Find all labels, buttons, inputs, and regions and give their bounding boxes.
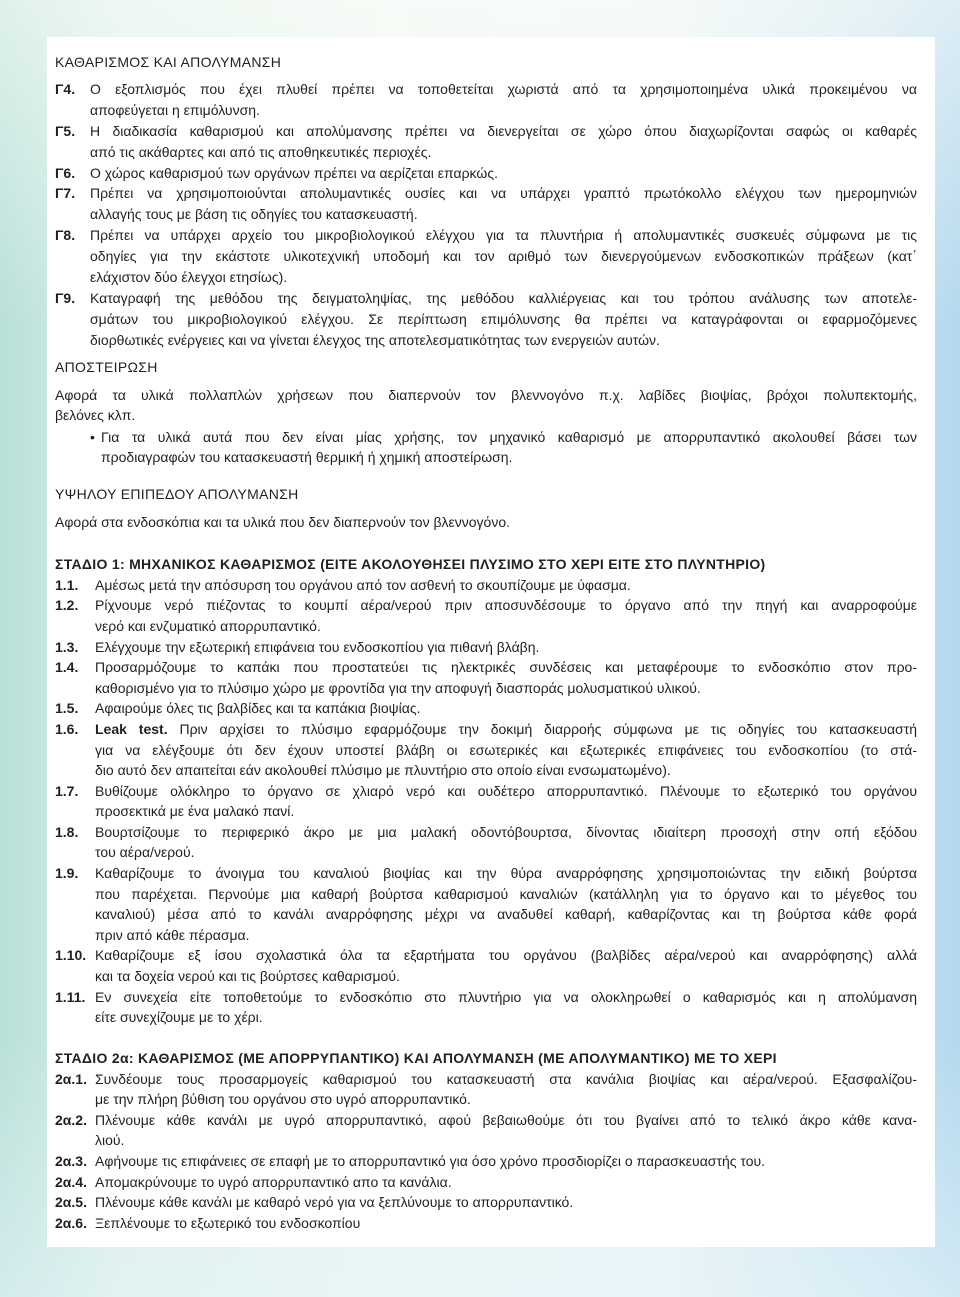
text-line: Αφαιρούμε όλες τις βαλβίδες και τα καπάκια βιοψίας. <box>95 700 421 717</box>
item-text <box>95 1172 917 1193</box>
item-number: 2α.2. <box>55 1111 87 1128</box>
text-line: διορθωτικές ενέργειες και να γίνεται έλεγχος της αποτελεσματικότητας των ενεργειών αυτών. <box>90 331 660 348</box>
item-text <box>95 637 917 658</box>
list-item <box>55 698 917 719</box>
list-item <box>55 163 917 184</box>
text-line: Αμέσως μετά την απόσυρση του οργάνου από τον ασθενή το σκουπίζουμε με ύφασμα. <box>95 576 631 593</box>
item-text <box>90 163 917 184</box>
section-heading-high-level-disinfection: ΥΨΗΛΟΥ ΕΠΙΠΕΔΟΥ ΑΠΟΛΥΜΑΝΣΗ <box>55 485 299 502</box>
item-text <box>95 822 917 863</box>
item-text <box>95 698 917 719</box>
text-line: Ο χώρος καθαρισμού των οργάνων πρέπει να αερίζεται επαρκώς. <box>90 164 498 181</box>
list-item <box>55 1151 917 1172</box>
text-line: Προσαρμόζουμε το καπάκι που προστατεύει τις ηλεκτρικές συνδέσεις και μεταφέρουμε το ενδοσκόπιο στον προ- <box>95 659 917 676</box>
text-line: βελόνες κλπ. <box>55 407 136 424</box>
high-level-disinfection-intro <box>55 512 917 533</box>
list-item <box>55 1172 917 1193</box>
document-page <box>47 37 935 1247</box>
text-segment: Πριν αρχίσει το πλύσιμο εφαρμόζουμε την δοκιμή διαρροής σύμφωνα με τις οδηγίες του κατασκευαστή <box>179 720 918 737</box>
item-text <box>95 945 917 986</box>
item-number: 1.1. <box>55 576 79 593</box>
text-line: οδηγίες για την εκάστοτε υλικοτεχνική υποδομή και τον αριθμό των διενεργούμενων ενδοσκοπικών πράξεων (κατ΄ <box>90 248 917 265</box>
list-item <box>55 987 917 1028</box>
text-line: Πλένουμε κάθε κανάλι με καθαρό νερό για να ξεπλύνουμε το απορρυπαντικό. <box>95 1194 574 1211</box>
text-line: Αφήνουμε τις επιφάνειες σε επαφή με το απορρυπαντικό για όσο χρόνο προσδιορίζει ο παρασκευαστής του. <box>95 1152 766 1169</box>
item-text <box>95 575 917 596</box>
item-text <box>95 1110 917 1151</box>
sterilization-bullet-item <box>55 427 917 468</box>
text-line: με την πλήρη βύθιση του οργάνου στο υγρό απορρυπαντικό. <box>95 1091 471 1108</box>
text-line: Πρέπει να υπάρχει αρχείο του μικροβιολογικού ελέγχου για τα πλυντήρια ή απολυμαντικές συσκευές σύμφωνα με τις <box>90 227 917 244</box>
text-line: καναλιού) μέσα από το κανάλι αναρρόφησης μέχρι να αναδυθεί καθαρή, καθαρίζοντας και τη βούρτσα κάθε φορά <box>95 906 917 923</box>
text-line: Η διαδικασία καθαρισμού και απολύμανσης πρέπει να διενεργείται σε χώρο όπου διαχωρίζονται σαφώς οι καθαρές <box>90 122 917 139</box>
item-number: 1.9. <box>55 865 79 882</box>
item-text <box>95 781 917 822</box>
text-line: προσεκτικά με ένα μαλακό πανί. <box>95 803 295 820</box>
text-line: Βυθίζουμε ολόκληρο το όργανο σε χλιαρό νερό και ουδέτερο απορρυπαντικό. Πλένουμε το εξωτερικό του οργάνου <box>95 782 917 799</box>
section-heading-sterilization: ΑΠΟΣΤΕΙΡΩΣΗ <box>55 358 158 375</box>
text-line: προδιαγραφών του κατασκευαστή θερμική ή χημική αποστείρωση. <box>101 449 513 466</box>
item-text <box>90 121 917 163</box>
list-item <box>55 781 917 822</box>
list-item <box>55 1069 917 1110</box>
list-item <box>55 822 917 863</box>
list-item <box>55 1192 917 1213</box>
text-line: για να ελέγξουμε ότι δεν έχουν υποστεί βλάβη οι εσωτερικές και εξωτερικές επιφάνειες του ενδοσκοπίου (το στά- <box>95 741 917 758</box>
item-text <box>95 863 917 945</box>
item-number: 2α.4. <box>55 1173 87 1190</box>
list-item <box>55 121 917 163</box>
list-item <box>55 1110 917 1151</box>
text-line: είτε συνεχίζουμε με το χέρι. <box>95 1009 263 1026</box>
list-item <box>55 1213 917 1234</box>
text-line: Συνδέουμε τους προσαρμογείς καθαρισμού του κατασκευαστή στα κανάλια βιοψίας και αέρα/νερού. Εξασφαλίζου- <box>95 1070 917 1087</box>
text-line: Ρίχνουμε νερό πιέζοντας το κουμπί αέρα/νερού πριν αποσυνδέσουμε το όργανο από την πηγή και αναρροφούμε <box>95 597 917 614</box>
item-number: Γ6. <box>55 164 76 181</box>
text-line: Καθαρίζουμε το άνοιγμα του καναλιού βιοψίας και την θύρα αναρρόφησης χρησιμοποιώντας την ειδική βούρτσα <box>95 865 917 882</box>
item-text <box>95 595 917 636</box>
text-line: Εν συνεχεία είτε τοποθετούμε το ενδοσκόπιο στο πλυντήριο για να ολοκληρωθεί ο καθαρισμός και η απολύμανση <box>95 988 917 1005</box>
item-number: Γ7. <box>55 185 76 202</box>
text-line: Για τα υλικά αυτά που δεν είναι μίας χρήσης, τον μηχανικό καθαρισμό με απορρυπαντικό ακολουθεί βάσει των <box>101 428 917 445</box>
item-text <box>90 288 917 351</box>
item-number: 2α.6. <box>55 1214 87 1231</box>
list-item <box>55 863 917 945</box>
text-line: Ξεπλένουμε το εξωτερικό του ενδοσκοπίου <box>95 1214 361 1231</box>
text-line: Καθαρίζουμε εξ ίσου σχολαστικά όλα τα εξαρτήματα του οργάνου (βαλβίδες αέρα/νερού και αναρρόφησης) αλλά <box>95 947 917 964</box>
section-heading-cleaning: ΚΑΘΑΡΙΣΜΟΣ ΚΑΙ ΑΠΟΛΥΜΑΝΣΗ <box>55 54 282 70</box>
item-text <box>90 183 917 225</box>
text-line: αλλαγής τους με βάση τις οδηγίες του κατασκευαστή. <box>90 206 418 223</box>
item-lead: Leak test. <box>95 720 168 737</box>
list-item <box>55 719 917 781</box>
text-line: Αφορά τα υλικά πολλαπλών χρήσεων που διαπερνούν τον βλεννογόνο π.χ. λαβίδες βιοψίας, βρόχοι πολυπεκτομής, <box>55 386 917 403</box>
item-text <box>95 1151 917 1172</box>
item-number: 2α.3. <box>55 1152 87 1169</box>
text-line: αποφεύγεται η επιμόλυνση. <box>90 101 260 118</box>
list-item <box>55 79 917 121</box>
text-line: Πρέπει να χρησιμοποιούνται απολυμαντικές ουσίες και να υπάρχει γραπτό πρωτόκολλο ελέγχου των ημερομηνιών <box>90 185 917 202</box>
text-line: Ελέγχουμε την εξωτερική επιφάνεια του ενδοσκοπίου για πιθανή βλάβη. <box>95 638 540 655</box>
item-number: 1.7. <box>55 782 79 799</box>
stage1-items <box>55 575 917 1028</box>
item-number: 1.3. <box>55 638 79 655</box>
item-text <box>90 225 917 288</box>
list-item <box>55 183 917 225</box>
sterilization-intro <box>55 385 917 426</box>
text-line: καθορισμένο για το πλύσιμο χώρο με φροντίδα για την αποφυγή διασποράς μολυσματικού υλικού. <box>95 679 701 696</box>
item-number: Γ9. <box>55 289 76 306</box>
item-text <box>95 987 917 1028</box>
text-line: λιού. <box>95 1132 125 1149</box>
list-item <box>55 225 917 288</box>
list-item <box>55 575 917 596</box>
item-number: 1.11. <box>55 988 86 1005</box>
item-text <box>90 79 917 121</box>
section-heading-stage2a: ΣΤΑΔΙΟ 2α: ΚΑΘΑΡΙΣΜΟΣ (ΜΕ ΑΠΟΡΡΥΠΑΝΤΙΚΟ) ΚΑΙ ΑΠΟΛΥΜΑΝΣΗ (ΜΕ ΑΠΟΛΥΜΑΝΤΙΚΟ) ΜΕ ΤΟ ΧΕΡΙ <box>55 1049 777 1066</box>
item-number: 2α.5. <box>55 1194 87 1211</box>
item-number: 2α.1. <box>55 1070 87 1087</box>
list-item <box>55 945 917 986</box>
list-item <box>55 637 917 658</box>
text-line: σμάτων του μικροβιολογικού ελέγχου. Σε περίπτωση επιμόλυνσης θα πρέπει να καταγράφονται οι εφαρμοζόμενες <box>90 310 917 327</box>
item-text <box>95 1213 917 1234</box>
list-item <box>55 657 917 698</box>
item-text <box>95 657 917 698</box>
cleaning-items <box>55 79 917 351</box>
text-line: Πλένουμε κάθε κανάλι με υγρό απορρυπαντικό, αφού βεβαιωθούμε ότι του βγαίνει από το τελικό άκρο κάθε κανα- <box>95 1111 917 1128</box>
text-line: Ο εξοπλισμός που έχει πλυθεί πρέπει να τοποθετείται χωριστά από τα χρησιμοποιημένα υλικά προκειμένου να <box>90 80 917 97</box>
item-number: 1.8. <box>55 823 79 840</box>
item-number: Γ5. <box>55 122 76 139</box>
bullet-icon: • <box>90 428 95 445</box>
item-number: 1.4. <box>55 659 79 676</box>
text-line: ελάχιστον δύο έλεγχοι ετησίως). <box>90 269 288 285</box>
text-line: Βουρτσίζουμε το περιφερικό άκρο με μια μαλακή οδοντόβουρτσα, δίνοντας ιδιαίτερη προσοχή στην οπή εξόδου <box>95 823 917 840</box>
text-line: πριν από κάθε πέρασμα. <box>95 926 250 943</box>
item-number: Γ4. <box>55 80 76 97</box>
item-text <box>95 719 917 781</box>
item-number: 1.2. <box>55 597 79 614</box>
text-line <box>95 719 917 740</box>
list-item <box>55 288 917 351</box>
list-item <box>55 595 917 636</box>
text-line: Καταγραφή της μεθόδου της δειγματοληψίας, της μεθόδου καλλιέργειας και του τρόπου ανάλυσης των αποτελε- <box>90 289 917 306</box>
section-heading-stage1: ΣΤΑΔΙΟ 1: ΜΗΧΑΝΙΚΟΣ ΚΑΘΑΡΙΣΜΟΣ (ΕΙΤΕ ΑΚΟΛΟΥΘΗΣΕΙ ΠΛΥΣΙΜΟ ΣΤΟ ΧΕΡΙ ΕΙΤΕ ΣΤΟ ΠΛΥΝΤΗΡΙΟ) <box>55 555 766 572</box>
bullet-text <box>101 427 917 468</box>
text-line: και τα δοχεία νερού και τις βούρτσες καθαρισμού. <box>95 968 400 985</box>
text-line: διο αυτό δεν απαιτείται εάν ακολουθεί πλύσιμο με πλυντήριο στο οποίο είναι ενσωματωμένο). <box>95 762 671 779</box>
text-line: νερό και ενζυματικό απορρυπαντικό. <box>95 617 321 634</box>
item-number: 1.5. <box>55 700 79 717</box>
item-number: 1.6. <box>55 720 79 737</box>
text-line: από τις ακάθαρτες και από τις αποθηκευτικές περιοχές. <box>90 143 432 160</box>
item-number: Γ8. <box>55 227 76 244</box>
text-line: που παρέχεται. Περνούμε μια καθαρή βούρτσα καθαρισμού καναλιών (κατάλληλη για το όργανο και το μέγεθος του <box>95 885 917 902</box>
text-line: Αφορά στα ενδοσκόπια και τα υλικά που δεν διαπερνούν τον βλεννογόνο. <box>55 513 511 530</box>
item-text <box>95 1069 917 1110</box>
text-line: Απομακρύνουμε το υγρό απορρυπαντικό απο τα κανάλια. <box>95 1173 452 1190</box>
stage2a-items <box>55 1069 917 1234</box>
text-line: του αέρα/νερού. <box>95 844 195 861</box>
item-text <box>95 1192 917 1213</box>
item-number: 1.10. <box>55 947 87 964</box>
